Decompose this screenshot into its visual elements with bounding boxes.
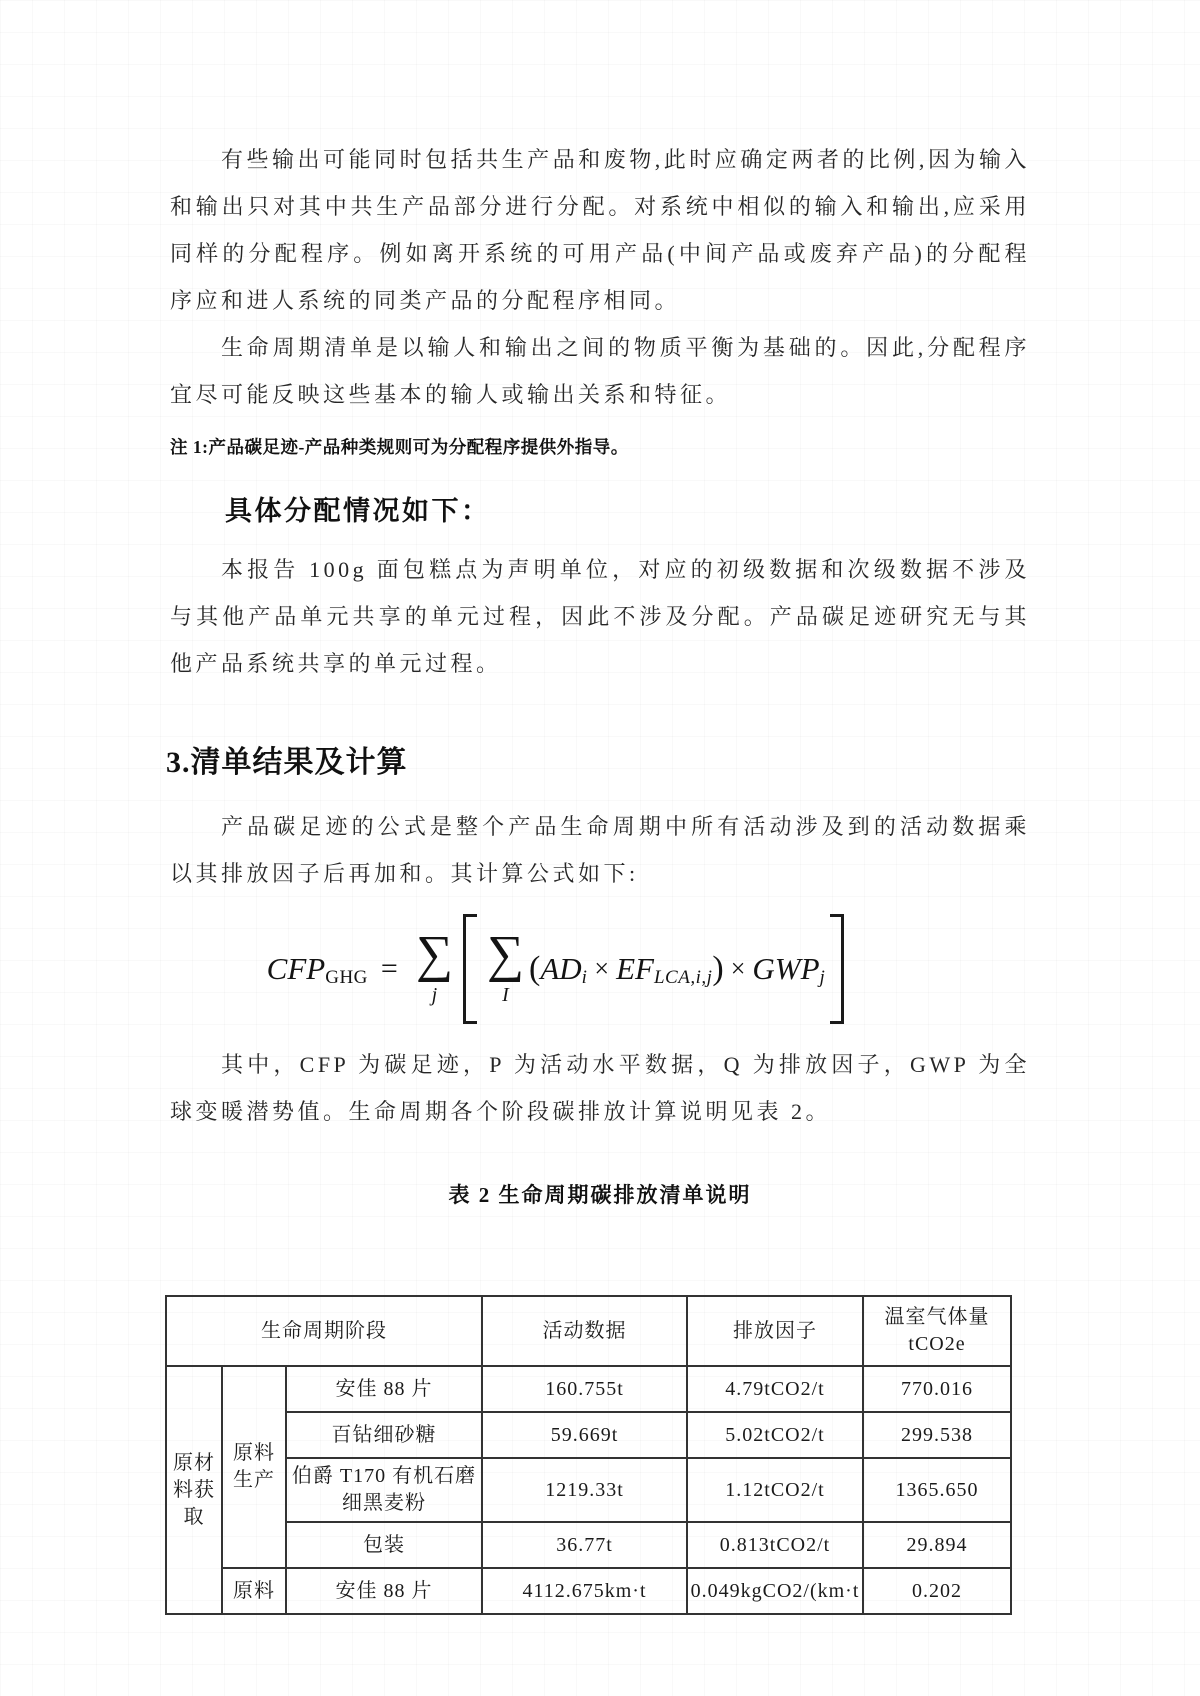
cell-item: 百钻细砂糖 bbox=[286, 1412, 482, 1458]
formula-close-paren: ) bbox=[712, 950, 724, 987]
formula-open-paren: ( bbox=[528, 950, 541, 987]
formula-gwp-subscript: j bbox=[819, 967, 826, 988]
col-header-factor: 排放因子 bbox=[687, 1296, 863, 1366]
cell-factor: 1.12tCO2/t bbox=[687, 1458, 863, 1522]
formula-outer-index: j bbox=[431, 984, 438, 1006]
formula-ad-subscript: i bbox=[581, 967, 588, 988]
lca-emissions-table bbox=[165, 1295, 1012, 1615]
paragraph-formula-intro: 产品碳足迹的公式是整个产品生命周期中所有活动涉及到的活动数据乘以其排放因子后再加和。其计算公式如下: bbox=[170, 814, 1030, 886]
cfp-formula bbox=[128, 913, 988, 1025]
left-bracket-icon bbox=[463, 914, 477, 1024]
formula-inner-index: I bbox=[502, 984, 509, 1006]
cell-activity: 36.77t bbox=[482, 1522, 687, 1568]
paragraph-formula-terms: 其中，CFP 为碳足迹，P 为活动水平数据，Q 为排放因子，GWP 为全球变暖潜势值。生命周期各个阶段碳排放计算说明见表 2。 bbox=[170, 1052, 1030, 1124]
formula-equals: = bbox=[380, 952, 398, 985]
paragraph-allocation-outputs: 有些输出可能同时包括共生产品和废物,此时应确定两者的比例,因为输入和输出只对其中共生产品部分进行分配。对系统中相似的输入和输出,应采用同样的分配程序。例如离开系统的可用产品(中间产品或废弃产品)的分配程序应和进人系统的同类产品的分配程序相同。 bbox=[170, 147, 1030, 313]
cell-factor: 0.049kgCO2/(km·t bbox=[687, 1568, 863, 1614]
table-header-row bbox=[166, 1296, 1011, 1366]
cell-ghg: 770.016 bbox=[863, 1366, 1011, 1412]
cell-activity: 59.669t bbox=[482, 1412, 687, 1458]
formula-cfp: CFP bbox=[266, 951, 326, 986]
cell-factor: 0.813tCO2/t bbox=[687, 1522, 863, 1568]
sigma-icon: ∑ bbox=[486, 926, 524, 983]
cell-item: 包装 bbox=[286, 1522, 482, 1568]
table-row bbox=[166, 1568, 1011, 1614]
cell-item: 安佳 88 片 bbox=[286, 1568, 482, 1614]
formula-gwp: GWP bbox=[752, 951, 820, 986]
cell-ghg: 0.202 bbox=[863, 1568, 1011, 1614]
table-row bbox=[166, 1366, 1011, 1412]
cell-factor: 5.02tCO2/t bbox=[687, 1412, 863, 1458]
cell-ghg: 29.894 bbox=[863, 1522, 1011, 1568]
formula-cfp-subscript: GHG bbox=[325, 967, 368, 988]
right-bracket-icon bbox=[830, 914, 844, 1024]
cell-activity: 160.755t bbox=[482, 1366, 687, 1412]
formula-ef: EF bbox=[616, 951, 654, 986]
paragraph-declared-unit: 本报告 100g 面包糕点为声明单位，对应的初级数据和次级数据不涉及与其他产品单元共享的单元过程，因此不涉及分配。产品碳足迹研究无与其他产品系统共享的单元过程。 bbox=[170, 557, 1030, 676]
formula-outer-sum bbox=[415, 926, 453, 1006]
cell-factor: 4.79tCO2/t bbox=[687, 1366, 863, 1412]
section-heading-inventory-results: 3.清单结果及计算 bbox=[166, 746, 408, 779]
col-header-ghg-line1: 温室气体量 bbox=[884, 1306, 990, 1328]
col-header-ghg-line2: tCO2e bbox=[908, 1333, 966, 1355]
cell-item: 伯爵 T170 有机石磨细黑麦粉 bbox=[286, 1458, 482, 1522]
cell-activity: 4112.675km·t bbox=[482, 1568, 687, 1614]
subheading-allocation-detail: 具体分配情况如下： bbox=[225, 496, 491, 526]
cell-stage-group: 原材料获取 bbox=[166, 1366, 222, 1614]
formula-ad: AD bbox=[540, 951, 582, 986]
table-container bbox=[170, 1295, 1030, 1615]
cell-ghg: 299.538 bbox=[863, 1412, 1011, 1458]
sigma-icon: ∑ bbox=[415, 926, 453, 983]
cell-subgroup-material: 原料 bbox=[222, 1568, 286, 1614]
formula-ef-subscript: LCA,i,j bbox=[653, 967, 713, 988]
col-header-activity: 活动数据 bbox=[482, 1296, 687, 1366]
formula-times: × bbox=[594, 954, 610, 983]
col-header-ghg bbox=[863, 1296, 1011, 1366]
cell-subgroup-production: 原料生产 bbox=[222, 1366, 286, 1568]
footnote-note1: 注 1:产品碳足迹-产品种类规则可为分配程序提供外指导。 bbox=[170, 437, 629, 457]
table-row bbox=[166, 1522, 1011, 1568]
table-row bbox=[166, 1412, 1011, 1458]
table-row bbox=[166, 1458, 1011, 1522]
table-caption: 表 2 生命周期碳排放清单说明 bbox=[448, 1183, 752, 1207]
formula-times: × bbox=[730, 954, 746, 983]
col-header-stage: 生命周期阶段 bbox=[166, 1296, 482, 1366]
cell-activity: 1219.33t bbox=[482, 1458, 687, 1522]
formula-inner-sum bbox=[486, 926, 524, 1006]
cell-ghg: 1365.650 bbox=[863, 1458, 1011, 1522]
paragraph-lci-balance: 生命周期清单是以输人和输出之间的物质平衡为基础的。因此,分配程序宜尽可能反映这些基本的输人或输出关系和特征。 bbox=[170, 335, 1030, 407]
cell-item: 安佳 88 片 bbox=[286, 1366, 482, 1412]
